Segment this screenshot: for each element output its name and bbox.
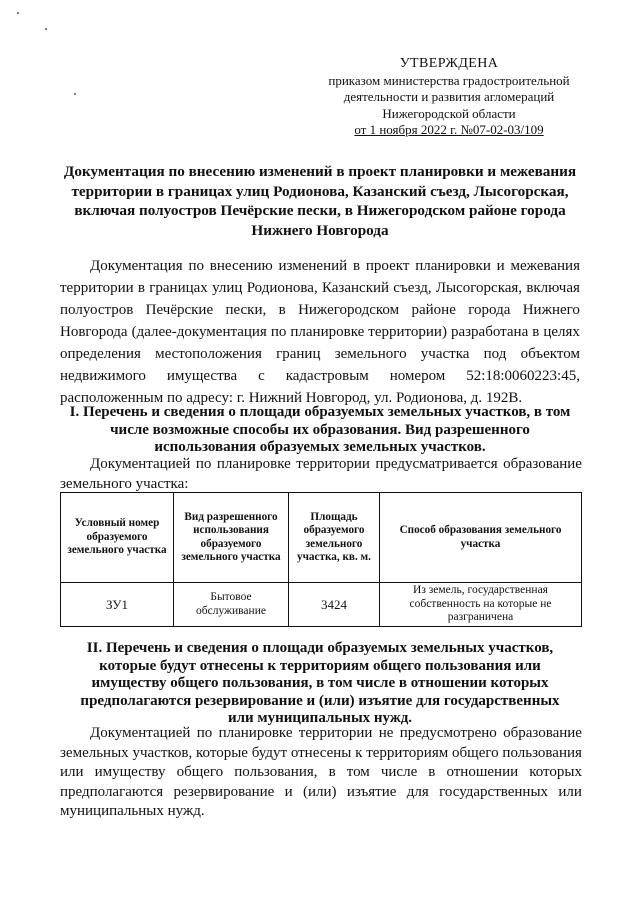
word: 52:18:0060223:45, bbox=[466, 368, 580, 384]
word: которых bbox=[529, 764, 582, 780]
word: съезд, bbox=[393, 280, 432, 296]
word: полуостров bbox=[60, 302, 134, 318]
word: (или) bbox=[302, 783, 337, 800]
land-plots-table bbox=[60, 492, 582, 627]
word: государственных bbox=[439, 783, 549, 800]
word: пользования bbox=[502, 744, 582, 761]
word: проект bbox=[365, 258, 410, 274]
word: общего bbox=[176, 764, 224, 780]
word: под bbox=[483, 346, 507, 362]
word: по bbox=[188, 258, 204, 274]
word: резервирование bbox=[173, 783, 275, 800]
table-cell: Из земель, государственная собственность на которые не разграничена bbox=[380, 583, 582, 627]
word: определения bbox=[60, 346, 141, 362]
word: планировке bbox=[216, 456, 291, 472]
word: участков, bbox=[132, 744, 193, 761]
word: планировке bbox=[290, 324, 365, 340]
word: или bbox=[60, 764, 84, 780]
word: образование bbox=[503, 456, 582, 472]
paragraph-line bbox=[60, 783, 582, 803]
word: Родионова, bbox=[246, 280, 318, 296]
section-1-paragraph bbox=[60, 455, 582, 494]
intro-paragraph bbox=[60, 255, 580, 409]
title-line: Документация по внесению изменений в проект планировки и межевания bbox=[63, 163, 577, 180]
word: имущества bbox=[166, 368, 238, 384]
word: Нижнего bbox=[522, 302, 580, 318]
word: границах bbox=[149, 280, 208, 296]
word: к bbox=[355, 744, 363, 761]
intro-line: расположенным по адресу: г. Нижний Новгород, ул. Родионова, д. 192В. bbox=[60, 390, 523, 406]
word: Казанский bbox=[321, 280, 390, 296]
word: имуществу bbox=[94, 764, 166, 780]
scan-speck bbox=[74, 93, 76, 95]
word: города bbox=[468, 302, 511, 318]
word: по bbox=[270, 324, 287, 340]
word: разработана bbox=[450, 324, 529, 340]
word: (далее-документация bbox=[131, 324, 267, 340]
word: в bbox=[353, 258, 361, 274]
section-heading-line: которые будут отнесены к территориям общего пользования или bbox=[99, 657, 541, 674]
word: в bbox=[428, 764, 436, 780]
title-line: Нижнего Новгорода bbox=[251, 221, 389, 239]
word: территориям bbox=[366, 744, 449, 761]
word: границ bbox=[276, 346, 321, 362]
word: отношении bbox=[446, 764, 519, 780]
table-cell: ЗУ1 bbox=[61, 583, 174, 627]
approval-line: Нижегородской области bbox=[382, 105, 516, 121]
word: пользования, bbox=[234, 764, 318, 780]
word: Новгорода bbox=[60, 324, 128, 340]
section-heading-line: имуществу общего пользования, в том числе в отношении которых bbox=[91, 675, 549, 691]
word: образование bbox=[503, 725, 582, 741]
word: не bbox=[378, 725, 394, 741]
word: внесению bbox=[209, 258, 273, 274]
word: в bbox=[328, 764, 336, 780]
word: территории bbox=[298, 725, 373, 741]
word: и bbox=[496, 258, 505, 274]
paragraph-line bbox=[60, 744, 582, 764]
word: Документация bbox=[90, 258, 183, 274]
word: числе bbox=[380, 764, 418, 780]
paragraph-line: муниципальных нужд. bbox=[60, 803, 205, 819]
intro-line bbox=[60, 277, 580, 299]
word: недвижимого bbox=[60, 368, 146, 384]
intro-line bbox=[60, 255, 580, 277]
word: улиц bbox=[212, 280, 243, 296]
word: предполагаются bbox=[60, 783, 164, 800]
word: изъятие bbox=[346, 783, 397, 800]
table-header-cell: Способ образования земельного участка bbox=[380, 493, 582, 583]
word: кадастровым bbox=[285, 368, 369, 384]
approval-heading: УТВЕРЖДЕНА bbox=[399, 56, 499, 71]
section-heading-line: числе возможные способы их образования. Вид разрешенного bbox=[110, 421, 530, 438]
word: для bbox=[406, 783, 429, 800]
word: в bbox=[137, 280, 145, 296]
intro-line bbox=[60, 343, 580, 365]
word: территории bbox=[60, 280, 134, 296]
paragraph-line bbox=[60, 455, 582, 475]
word: предусматривается bbox=[375, 456, 498, 472]
table-header-row bbox=[61, 493, 582, 583]
word: будут bbox=[251, 744, 288, 761]
word: предусмотрено bbox=[399, 725, 497, 741]
section-heading-line: предполагаются резервирование и (или) изъятие для государственных bbox=[80, 692, 560, 709]
scan-speck bbox=[17, 12, 19, 14]
table-row bbox=[61, 583, 582, 627]
title-line: включая полуостров Печёрские пески, в Нижегородском районе города bbox=[74, 202, 566, 219]
word: пески, bbox=[225, 302, 267, 318]
word: планировки bbox=[415, 258, 491, 274]
word: отнесены bbox=[290, 744, 352, 761]
word: территории) bbox=[368, 324, 447, 340]
word: планировке bbox=[218, 725, 293, 741]
word: участка bbox=[420, 346, 470, 362]
table-cell: Бытовое обслуживание bbox=[174, 583, 289, 627]
word: земельного bbox=[334, 346, 407, 362]
word: и bbox=[284, 783, 293, 800]
word: Печёрские bbox=[145, 302, 214, 318]
word: в bbox=[278, 302, 286, 318]
word: включая bbox=[526, 280, 580, 296]
word: с bbox=[258, 368, 265, 384]
table-header-cell: Условный номер образуемого земельного участка bbox=[61, 493, 174, 583]
word: земельных bbox=[60, 744, 129, 761]
section-1-heading bbox=[60, 404, 580, 457]
approval-block bbox=[318, 56, 580, 139]
word: целях bbox=[543, 324, 580, 340]
section-2-heading bbox=[60, 640, 580, 728]
word: или bbox=[558, 783, 582, 800]
approval-date: от 1 ноября 2022 г. №07-02-03/109 bbox=[354, 122, 544, 137]
word: территории bbox=[296, 456, 370, 472]
word: по bbox=[195, 456, 212, 472]
scan-speck bbox=[45, 28, 47, 30]
paragraph-line bbox=[60, 724, 582, 744]
word: том bbox=[346, 764, 370, 780]
word: которые bbox=[196, 744, 248, 761]
section-heading-line: I. Перечень и сведения о площади образуемых земельных участков, в том bbox=[69, 404, 571, 420]
section-heading-line: или муниципальных нужд. bbox=[227, 710, 413, 726]
section-heading-line: использования образуемых земельных участков. bbox=[154, 439, 486, 455]
word: общего bbox=[452, 744, 499, 761]
intro-line bbox=[60, 299, 580, 321]
table-header-cell: Вид разрешенного использования образуемого земельного участка bbox=[174, 493, 289, 583]
word: по bbox=[196, 725, 213, 741]
approval-line: деятельности и развития агломераций bbox=[343, 89, 555, 104]
paragraph-line bbox=[60, 763, 582, 783]
table-cell: 3424 bbox=[289, 583, 380, 627]
intro-line bbox=[60, 365, 580, 387]
word: межевания bbox=[510, 258, 580, 274]
table-header-cell: Площадь образуемого земельного участка, кв. м. bbox=[289, 493, 380, 583]
word: Документацией bbox=[90, 456, 191, 472]
title-line: территории в границах улиц Родионова, Казанский съезд, Лысогорская, bbox=[71, 182, 569, 200]
section-heading-line: II. Перечень и сведения о площади образуемых земельных участков, bbox=[86, 640, 554, 656]
paragraph-line: земельного участка: bbox=[60, 475, 189, 492]
word: районе bbox=[411, 302, 456, 318]
intro-line bbox=[60, 321, 580, 343]
word: Нижегородском bbox=[298, 302, 400, 318]
word: Документацией bbox=[90, 725, 191, 741]
word: изменений bbox=[278, 258, 348, 274]
approval-line: приказом министерства градостроительной bbox=[328, 72, 570, 88]
word: номером bbox=[389, 368, 446, 384]
word: объектом bbox=[520, 346, 580, 362]
word: в bbox=[532, 324, 540, 340]
word: Лысогорская, bbox=[435, 280, 523, 296]
word: местоположения bbox=[155, 346, 262, 362]
section-2-paragraph bbox=[60, 724, 582, 822]
document-title bbox=[62, 162, 578, 240]
